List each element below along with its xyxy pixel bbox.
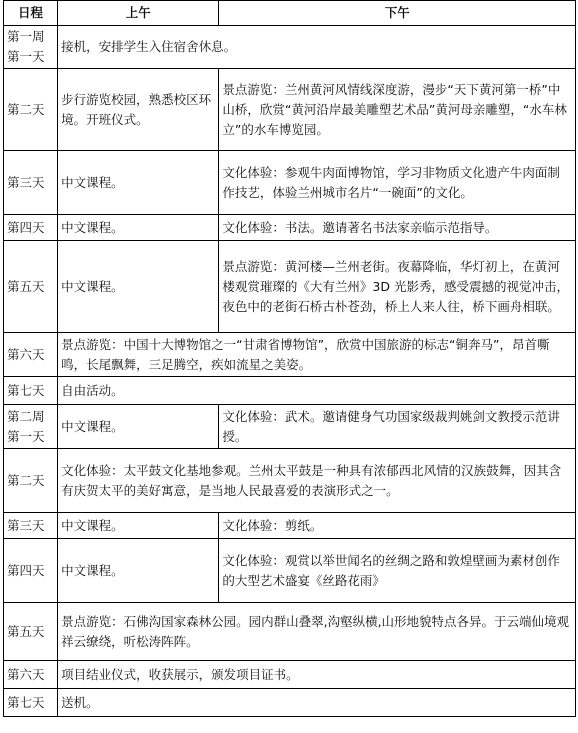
- header-morning: 上午: [58, 1, 219, 26]
- table-row: [4, 377, 576, 405]
- table-row: [4, 539, 576, 603]
- table-row: [4, 661, 576, 689]
- day-cell: 第二周第一天: [4, 405, 58, 449]
- table-row: [4, 449, 576, 513]
- full-day-cell: 接机，安排学生入住宿舍休息。: [58, 26, 576, 69]
- full-day-cell: 自由活动。: [58, 377, 576, 405]
- header-afternoon: 下午: [219, 1, 576, 26]
- day-cell: 第四天: [4, 215, 58, 241]
- table-row: [4, 689, 576, 717]
- table-row: [4, 151, 576, 215]
- afternoon-cell: 文化体验：书法。邀请著名书法家亲临示范指导。: [219, 215, 576, 241]
- morning-cell: 中文课程。: [58, 513, 219, 539]
- table-row: [4, 26, 576, 69]
- table-row: [4, 513, 576, 539]
- morning-cell: 步行游览校园，熟悉校区环境。开班仪式。: [58, 69, 219, 151]
- day-cell: 第七天: [4, 689, 58, 717]
- day-cell: 第三天: [4, 513, 58, 539]
- day-cell: 第二天: [4, 449, 58, 513]
- table-row: [4, 333, 576, 377]
- full-day-cell: 送机。: [58, 689, 576, 717]
- table-row: [4, 241, 576, 333]
- morning-cell: 中文课程。: [58, 215, 219, 241]
- morning-cell: 中文课程。: [58, 539, 219, 603]
- day-cell: 第三天: [4, 151, 58, 215]
- day-cell: 第四天: [4, 539, 58, 603]
- table-row: [4, 603, 576, 661]
- morning-cell: 中文课程。: [58, 241, 219, 333]
- day-cell: 第六天: [4, 661, 58, 689]
- full-day-cell: 景点游览：石佛沟国家森林公园。园内群山叠翠,沟壑纵横,山形地貌特点各异。于云端仙境观祥云缭绕，听松涛阵阵。: [58, 603, 576, 661]
- afternoon-cell: 文化体验：剪纸。: [219, 513, 576, 539]
- header-day: 日程: [4, 1, 58, 26]
- full-day-cell: 文化体验：太平鼓文化基地参观。兰州太平鼓是一种具有浓郁西北风情的汉族鼓舞，因其含有庆贺太平的美好寓意，是当地人民最喜爱的表演形式之一。: [58, 449, 576, 513]
- afternoon-cell: 景点游览：兰州黄河风情线深度游，漫步“天下黄河第一桥”中山桥，欣赏“黄河沿岸最美雕塑艺术品”黄河母亲雕塑，“水车林立”的水车博览园。: [219, 69, 576, 151]
- header-row: [4, 1, 576, 26]
- table-row: [4, 69, 576, 151]
- full-day-cell: 项目结业仪式，收获展示，颁发项目证书。: [58, 661, 576, 689]
- morning-cell: 中文课程。: [58, 151, 219, 215]
- morning-cell: 中文课程。: [58, 405, 219, 449]
- full-day-cell: 景点游览：中国十大博物馆之一“甘肃省博物馆”，欣赏中国旅游的标志“铜奔马”，昂首嘶鸣，长尾飘舞，三足腾空，疾如流星之美姿。: [58, 333, 576, 377]
- day-cell: 第六天: [4, 333, 58, 377]
- day-cell: 第五天: [4, 603, 58, 661]
- table-row: [4, 405, 576, 449]
- day-cell: 第七天: [4, 377, 58, 405]
- afternoon-cell: 景点游览：黄河楼—兰州老街。夜幕降临，华灯初上，在黄河楼观赏璀璨的《大有兰州》3D 光影秀，感受震撼的视觉冲击，夜色中的老街石桥古朴苍劲，桥上人来人往，桥下画舟相联。: [219, 241, 576, 333]
- afternoon-cell: 文化体验：武术。邀请健身气功国家级裁判姚剑文教授示范讲授。: [219, 405, 576, 449]
- day-cell: 第五天: [4, 241, 58, 333]
- afternoon-cell: 文化体验：观赏以举世闻名的丝绸之路和敦煌壁画为素材创作的大型艺术盛宴《丝路花雨》: [219, 539, 576, 603]
- day-cell: 第二天: [4, 69, 58, 151]
- schedule-table: [3, 0, 576, 717]
- day-cell: 第一周第一天: [4, 26, 58, 69]
- afternoon-cell: 文化体验：参观牛肉面博物馆，学习非物质文化遗产牛肉面制作技艺，体验兰州城市名片“一碗面”的文化。: [219, 151, 576, 215]
- table-row: [4, 215, 576, 241]
